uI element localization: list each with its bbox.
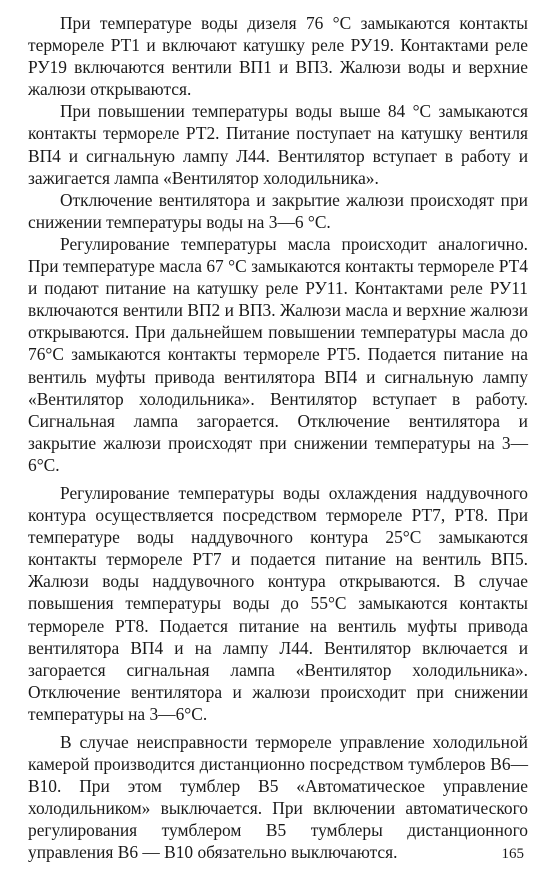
- paragraph-oil-regulation: Регулирование температуры масла происходит аналогично. При температуре масла 67 °С замыкаются контакты термореле РТ4 и подают питание на катушку реле РУ11. Контактами реле РУ11 включаются вентили ВП2 и ВП3. Жалюзи масла и верхние жалюзи открываются. При дальнейшем повышении температуры масла до 76°С замыкаются контакты термореле РТ5. Подается питание на вентиль муфты привода вентилятора ВП4 и сигнальную лампу «Вентилятор холодильника». Вентилятор вступает в работу. Сигнальная лампа загорается. Отключение вентилятора и закрытие жалюзи происходят при снижении температуры на 3—6°С.: [28, 233, 528, 475]
- paragraph-fan-off: Отключение вентилятора и закрытие жалюзи происходят при снижении температуры воды на 3—6 °С.: [28, 189, 528, 232]
- paragraph-charge-air-regulation: Регулирование температуры воды охлаждения наддувочного контура осуществляется посредством термореле РТ7, РТ8. При температуре воды наддувочного контура 25°С замыкаются контакты термореле РТ7 и подается питание на вентиль ВП5. Жалюзи воды наддувочного контура открываются. В случае повышения температуры воды до 55°С замыкаются контакты термореле РТ8. Подается питание на вентиль муфты привода вентилятора ВП4 и на лампу Л44. Вентилятор включается и загорается сигнальная лампа «Вентилятор холодильника». Отключение вентилятора и жалюзи происходит при снижении температуры на 3—6°С.: [28, 482, 528, 724]
- page-number: 165: [501, 846, 524, 862]
- document-page: [28, 12, 528, 864]
- paragraph-manual-control: В случае неисправности термореле управление холодильной камерой производится дистанционно посредством тумблеров В6—В10. При этом тумблер В5 «Автоматическое управление холодильником» выключается. При включении автоматического регулирования тумблером В5 тумблеры дистанционного управления В6 — В10 обязательно выключаются.: [28, 732, 528, 863]
- paragraph-water-fan: При повышении температуры воды выше 84 °С замыкаются контакты термореле РТ2. Питание поступает на катушку вентиля ВП4 и сигнальную лампу Л44. Вентилятор вступает в работу и зажигается лампа «Вентилятор холодильника».: [28, 101, 528, 188]
- paragraph-water-diesel: При температуре воды дизеля 76 °С замыкаются контакты термореле РТ1 и включают катушку реле РУ19. Контактами реле РУ19 включаются вентили ВП1 и ВП3. Жалюзи воды и верхние жалюзи открываются.: [28, 13, 528, 100]
